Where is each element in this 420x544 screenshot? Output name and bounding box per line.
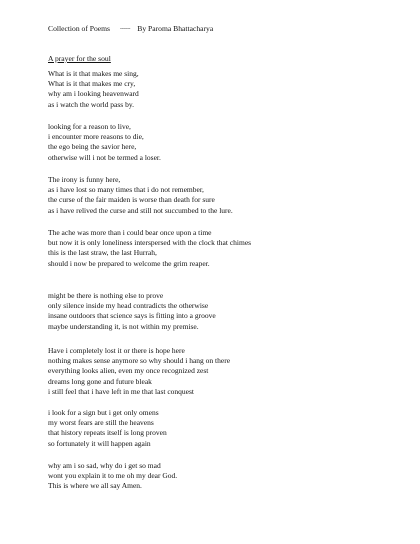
poem-title: A prayer for the soul [48,54,111,63]
poem-line: the curse of the fair maiden is worse than death for sure [48,195,215,205]
poem-line: why am i looking heavenward [48,89,139,99]
stanza [48,175,233,216]
poem-line: wont you explain it to me oh my dear God. [48,471,178,481]
poem-line: This is where we all say Amen. [48,481,142,491]
poem-line: maybe understanding it, is not within my premise. [48,321,199,331]
poem-line: Have i completely lost it or there is hope here [48,346,185,355]
poem-line: but now it is only loneliness interspersed with the clock that chimes [48,238,252,248]
poem-line: i still feel that i have left in me that last conquest [48,386,195,396]
poem-line: that history repeats itself is long proven [48,428,167,438]
poem-line: dreams long gone and future bleak [48,376,152,386]
poem-line: why am i so sad, why do i get so mad [48,461,161,470]
poem-line: should i now be prepared to welcome the grim reaper. [48,258,210,268]
stanza [48,346,230,397]
stanza [48,461,177,492]
poem-line: insane outdoors that science says is fitting into a groove [48,311,216,321]
poem-line: only silence inside my head contradicts the otherwise [48,301,209,311]
stanza [48,291,216,332]
poem-line: as i have lost so many times that i do not remember, [48,185,204,195]
poem-line: might be there is nothing else to prove [48,291,164,300]
poem-line: i encounter more reasons to die, [48,132,144,142]
poem-line: The irony is funny here, [48,175,121,184]
document-header [48,24,213,35]
stanza [48,69,139,110]
poem-line: the ego being the savior here, [48,142,137,152]
poem-line: looking for a reason to live, [48,122,131,131]
poem-line: otherwise will i not be termed a loser. [48,152,161,162]
poem-line: What is it that makes me cry, [48,79,136,89]
poem-line: this is the last straw, the last Hurrah, [48,248,157,258]
poem-line: i look for a sign but i get only omens [48,408,159,417]
stanza [48,408,167,449]
poem-line: The ache was more than i could bear once upon a time [48,228,212,237]
poem-line: so fortunately it will happen again [48,438,151,448]
poem-line: nothing makes sense anymore so why should i hang on there [48,356,231,366]
poem-line: What is it that makes me sing, [48,69,139,78]
poem-line: as i watch the world pass by. [48,99,134,109]
stanza [48,122,161,163]
poem-line: my worst fears are still the heavens [48,418,154,428]
collection-title: Collection of Poems [48,24,111,33]
header-separator: ------- [120,27,131,32]
poem-line: everything looks alien, even my once recognized zest [48,366,209,376]
stanza [48,228,251,269]
poem-line: as i have relived the curse and still not succumbed to the lure. [48,205,233,215]
author-byline: By Paroma Bhattacharya [137,24,214,33]
